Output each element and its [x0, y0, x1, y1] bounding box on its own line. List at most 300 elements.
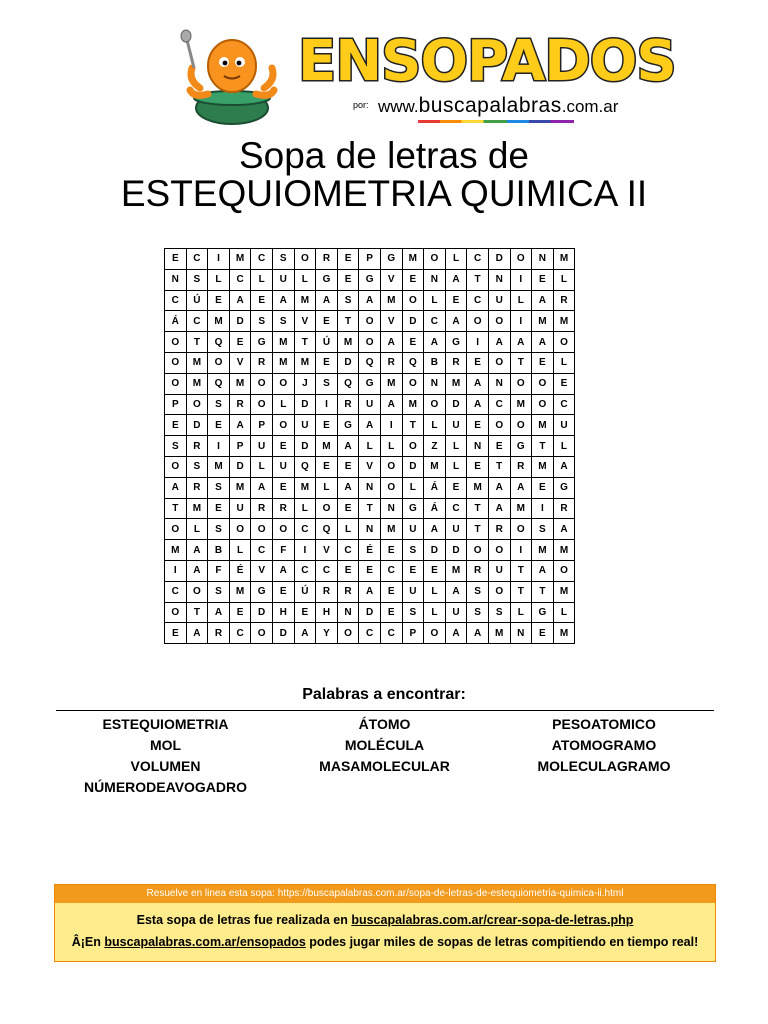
- grid-cell[interactable]: L: [380, 436, 402, 457]
- grid-cell[interactable]: A: [467, 623, 489, 644]
- grid-cell[interactable]: S: [251, 311, 273, 332]
- grid-cell[interactable]: A: [186, 540, 208, 561]
- grid-cell[interactable]: A: [229, 415, 251, 436]
- grid-cell[interactable]: O: [251, 623, 273, 644]
- grid-cell[interactable]: D: [251, 602, 273, 623]
- grid-cell[interactable]: O: [488, 581, 510, 602]
- grid-cell[interactable]: S: [208, 477, 230, 498]
- grid-cell[interactable]: É: [359, 540, 381, 561]
- grid-cell[interactable]: O: [316, 498, 338, 519]
- grid-cell[interactable]: N: [488, 373, 510, 394]
- grid-cell[interactable]: D: [229, 456, 251, 477]
- grid-cell[interactable]: C: [294, 519, 316, 540]
- grid-cell[interactable]: E: [337, 456, 359, 477]
- grid-cell[interactable]: A: [532, 332, 554, 353]
- grid-cell[interactable]: U: [359, 394, 381, 415]
- grid-cell[interactable]: R: [488, 519, 510, 540]
- grid-cell[interactable]: U: [445, 602, 467, 623]
- grid-cell[interactable]: Q: [208, 332, 230, 353]
- grid-cell[interactable]: A: [380, 332, 402, 353]
- grid-cell[interactable]: M: [488, 623, 510, 644]
- grid-cell[interactable]: A: [532, 290, 554, 311]
- grid-cell[interactable]: E: [402, 560, 424, 581]
- grid-cell[interactable]: A: [337, 477, 359, 498]
- grid-cell[interactable]: E: [316, 311, 338, 332]
- grid-cell[interactable]: D: [424, 540, 446, 561]
- grid-cell[interactable]: O: [488, 540, 510, 561]
- grid-cell[interactable]: A: [359, 290, 381, 311]
- grid-cell[interactable]: Q: [208, 373, 230, 394]
- grid-cell[interactable]: E: [467, 352, 489, 373]
- grid-cell[interactable]: S: [272, 249, 294, 270]
- grid-cell[interactable]: E: [208, 290, 230, 311]
- grid-cell[interactable]: E: [380, 602, 402, 623]
- grid-cell[interactable]: E: [402, 332, 424, 353]
- grid-cell[interactable]: S: [467, 602, 489, 623]
- grid-cell[interactable]: N: [532, 249, 554, 270]
- grid-cell[interactable]: L: [424, 581, 446, 602]
- grid-cell[interactable]: V: [251, 560, 273, 581]
- grid-cell[interactable]: M: [380, 519, 402, 540]
- grid-cell[interactable]: O: [165, 352, 187, 373]
- grid-cell[interactable]: Y: [316, 623, 338, 644]
- grid-cell[interactable]: Q: [359, 352, 381, 373]
- grid-cell[interactable]: L: [445, 456, 467, 477]
- grid-cell[interactable]: E: [337, 249, 359, 270]
- grid-cell[interactable]: O: [272, 415, 294, 436]
- grid-cell[interactable]: Á: [165, 311, 187, 332]
- grid-cell[interactable]: U: [272, 456, 294, 477]
- grid-cell[interactable]: A: [208, 602, 230, 623]
- grid-cell[interactable]: M: [186, 373, 208, 394]
- grid-cell[interactable]: Ú: [316, 332, 338, 353]
- grid-cell[interactable]: E: [294, 602, 316, 623]
- grid-cell[interactable]: U: [553, 415, 575, 436]
- grid-cell[interactable]: I: [380, 415, 402, 436]
- grid-cell[interactable]: O: [165, 332, 187, 353]
- grid-cell[interactable]: O: [186, 394, 208, 415]
- grid-cell[interactable]: E: [272, 436, 294, 457]
- grid-cell[interactable]: C: [553, 394, 575, 415]
- grid-cell[interactable]: M: [229, 477, 251, 498]
- grid-cell[interactable]: L: [424, 415, 446, 436]
- grid-cell[interactable]: M: [553, 540, 575, 561]
- grid-cell[interactable]: R: [316, 249, 338, 270]
- grid-cell[interactable]: E: [467, 456, 489, 477]
- grid-cell[interactable]: Z: [424, 436, 446, 457]
- grid-cell[interactable]: A: [424, 332, 446, 353]
- grid-cell[interactable]: O: [208, 352, 230, 373]
- grid-cell[interactable]: M: [402, 394, 424, 415]
- grid-cell[interactable]: A: [272, 290, 294, 311]
- grid-cell[interactable]: Á: [424, 498, 446, 519]
- grid-cell[interactable]: A: [186, 623, 208, 644]
- grid-cell[interactable]: O: [467, 540, 489, 561]
- grid-cell[interactable]: S: [467, 581, 489, 602]
- grid-cell[interactable]: G: [316, 269, 338, 290]
- grid-cell[interactable]: E: [402, 269, 424, 290]
- grid-cell[interactable]: U: [402, 519, 424, 540]
- grid-cell[interactable]: L: [445, 436, 467, 457]
- grid-cell[interactable]: C: [488, 394, 510, 415]
- grid-cell[interactable]: O: [272, 373, 294, 394]
- grid-cell[interactable]: O: [424, 249, 446, 270]
- grid-cell[interactable]: E: [337, 560, 359, 581]
- grid-cell[interactable]: T: [467, 498, 489, 519]
- grid-cell[interactable]: T: [467, 269, 489, 290]
- grid-cell[interactable]: O: [532, 394, 554, 415]
- grid-cell[interactable]: M: [532, 415, 554, 436]
- grid-cell[interactable]: S: [488, 602, 510, 623]
- grid-cell[interactable]: E: [316, 352, 338, 373]
- grid-cell[interactable]: O: [553, 332, 575, 353]
- grid-cell[interactable]: L: [251, 456, 273, 477]
- grid-cell[interactable]: L: [359, 436, 381, 457]
- grid-cell[interactable]: M: [380, 290, 402, 311]
- grid-cell[interactable]: C: [165, 290, 187, 311]
- grid-cell[interactable]: I: [510, 540, 532, 561]
- grid-cell[interactable]: P: [402, 623, 424, 644]
- grid-cell[interactable]: I: [532, 498, 554, 519]
- grid-cell[interactable]: O: [186, 581, 208, 602]
- grid-cell[interactable]: D: [402, 456, 424, 477]
- grid-cell[interactable]: M: [229, 581, 251, 602]
- grid-cell[interactable]: U: [229, 498, 251, 519]
- grid-cell[interactable]: N: [337, 602, 359, 623]
- grid-cell[interactable]: M: [424, 456, 446, 477]
- grid-cell[interactable]: A: [359, 581, 381, 602]
- grid-cell[interactable]: L: [510, 602, 532, 623]
- grid-cell[interactable]: B: [208, 540, 230, 561]
- grid-cell[interactable]: F: [272, 540, 294, 561]
- grid-cell[interactable]: I: [165, 560, 187, 581]
- grid-cell[interactable]: S: [208, 581, 230, 602]
- grid-cell[interactable]: D: [294, 436, 316, 457]
- grid-cell[interactable]: E: [359, 560, 381, 581]
- grid-cell[interactable]: M: [208, 311, 230, 332]
- grid-cell[interactable]: O: [229, 519, 251, 540]
- grid-cell[interactable]: O: [510, 249, 532, 270]
- grid-cell[interactable]: Á: [424, 477, 446, 498]
- grid-cell[interactable]: N: [488, 269, 510, 290]
- grid-cell[interactable]: D: [294, 394, 316, 415]
- grid-cell[interactable]: C: [251, 249, 273, 270]
- grid-cell[interactable]: L: [445, 249, 467, 270]
- grid-cell[interactable]: V: [359, 456, 381, 477]
- grid-cell[interactable]: D: [359, 602, 381, 623]
- grid-cell[interactable]: A: [229, 290, 251, 311]
- grid-cell[interactable]: M: [294, 352, 316, 373]
- grid-cell[interactable]: G: [251, 332, 273, 353]
- grid-cell[interactable]: R: [186, 477, 208, 498]
- grid-cell[interactable]: A: [337, 436, 359, 457]
- grid-cell[interactable]: G: [445, 332, 467, 353]
- grid-cell[interactable]: E: [165, 249, 187, 270]
- grid-cell[interactable]: O: [510, 519, 532, 540]
- grid-cell[interactable]: C: [467, 249, 489, 270]
- grid-cell[interactable]: O: [380, 477, 402, 498]
- grid-cell[interactable]: R: [229, 394, 251, 415]
- grid-cell[interactable]: É: [229, 560, 251, 581]
- grid-cell[interactable]: G: [359, 269, 381, 290]
- grid-cell[interactable]: A: [294, 623, 316, 644]
- grid-cell[interactable]: O: [294, 249, 316, 270]
- grid-cell[interactable]: E: [467, 415, 489, 436]
- grid-cell[interactable]: A: [359, 415, 381, 436]
- grid-cell[interactable]: C: [294, 560, 316, 581]
- grid-cell[interactable]: O: [402, 290, 424, 311]
- grid-cell[interactable]: M: [294, 477, 316, 498]
- grid-cell[interactable]: N: [359, 519, 381, 540]
- logo[interactable]: [298, 29, 676, 130]
- grid-cell[interactable]: G: [251, 581, 273, 602]
- grid-cell[interactable]: E: [553, 373, 575, 394]
- grid-cell[interactable]: M: [229, 373, 251, 394]
- grid-cell[interactable]: S: [337, 290, 359, 311]
- grid-cell[interactable]: N: [359, 477, 381, 498]
- grid-cell[interactable]: M: [553, 249, 575, 270]
- grid-cell[interactable]: L: [229, 540, 251, 561]
- grid-cell[interactable]: I: [208, 249, 230, 270]
- grid-cell[interactable]: A: [553, 519, 575, 540]
- grid-cell[interactable]: D: [186, 415, 208, 436]
- grid-cell[interactable]: I: [467, 332, 489, 353]
- grid-cell[interactable]: G: [337, 415, 359, 436]
- grid-cell[interactable]: M: [532, 456, 554, 477]
- grid-cell[interactable]: M: [186, 498, 208, 519]
- grid-cell[interactable]: L: [272, 394, 294, 415]
- grid-cell[interactable]: O: [510, 373, 532, 394]
- grid-cell[interactable]: R: [208, 623, 230, 644]
- grid-cell[interactable]: M: [316, 436, 338, 457]
- grid-cell[interactable]: M: [272, 332, 294, 353]
- grid-cell[interactable]: M: [186, 352, 208, 373]
- grid-cell[interactable]: M: [380, 373, 402, 394]
- grid-cell[interactable]: O: [488, 311, 510, 332]
- grid-cell[interactable]: A: [186, 560, 208, 581]
- grid-cell[interactable]: L: [424, 602, 446, 623]
- grid-cell[interactable]: Ú: [186, 290, 208, 311]
- grid-cell[interactable]: E: [272, 477, 294, 498]
- grid-cell[interactable]: G: [532, 602, 554, 623]
- grid-cell[interactable]: E: [532, 477, 554, 498]
- grid-cell[interactable]: N: [165, 269, 187, 290]
- grid-cell[interactable]: E: [165, 623, 187, 644]
- grid-cell[interactable]: O: [402, 373, 424, 394]
- grid-cell[interactable]: R: [251, 352, 273, 373]
- grid-cell[interactable]: A: [316, 290, 338, 311]
- grid-cell[interactable]: L: [553, 352, 575, 373]
- grid-cell[interactable]: C: [229, 269, 251, 290]
- grid-cell[interactable]: L: [424, 290, 446, 311]
- grid-cell[interactable]: C: [165, 581, 187, 602]
- grid-cell[interactable]: I: [294, 540, 316, 561]
- grid-cell[interactable]: J: [294, 373, 316, 394]
- grid-cell[interactable]: L: [553, 269, 575, 290]
- grid-cell[interactable]: R: [337, 581, 359, 602]
- grid-cell[interactable]: R: [510, 456, 532, 477]
- grid-cell[interactable]: Ú: [294, 581, 316, 602]
- grid-cell[interactable]: E: [251, 290, 273, 311]
- grid-cell[interactable]: P: [165, 394, 187, 415]
- grid-cell[interactable]: H: [272, 602, 294, 623]
- grid-cell[interactable]: A: [532, 560, 554, 581]
- grid-cell[interactable]: T: [532, 436, 554, 457]
- grid-cell[interactable]: T: [488, 456, 510, 477]
- grid-cell[interactable]: G: [402, 498, 424, 519]
- grid-cell[interactable]: A: [445, 269, 467, 290]
- grid-cell[interactable]: A: [510, 332, 532, 353]
- grid-cell[interactable]: A: [165, 477, 187, 498]
- grid-cell[interactable]: N: [467, 436, 489, 457]
- grid-cell[interactable]: D: [229, 311, 251, 332]
- grid-cell[interactable]: C: [337, 540, 359, 561]
- grid-cell[interactable]: S: [402, 540, 424, 561]
- grid-cell[interactable]: C: [359, 623, 381, 644]
- grid-cell[interactable]: E: [316, 456, 338, 477]
- grid-cell[interactable]: M: [337, 332, 359, 353]
- grid-cell[interactable]: O: [165, 456, 187, 477]
- grid-cell[interactable]: R: [467, 560, 489, 581]
- grid-cell[interactable]: R: [251, 498, 273, 519]
- grid-cell[interactable]: O: [467, 311, 489, 332]
- grid-cell[interactable]: O: [337, 623, 359, 644]
- grid-cell[interactable]: E: [165, 415, 187, 436]
- grid-cell[interactable]: O: [165, 519, 187, 540]
- grid-cell[interactable]: M: [553, 581, 575, 602]
- grid-cell[interactable]: T: [402, 415, 424, 436]
- grid-cell[interactable]: E: [380, 581, 402, 602]
- grid-cell[interactable]: U: [488, 560, 510, 581]
- grid-cell[interactable]: S: [316, 373, 338, 394]
- grid-cell[interactable]: R: [337, 394, 359, 415]
- grid-cell[interactable]: T: [186, 602, 208, 623]
- grid-cell[interactable]: M: [445, 373, 467, 394]
- grid-cell[interactable]: S: [186, 456, 208, 477]
- grid-cell[interactable]: E: [208, 415, 230, 436]
- grid-cell[interactable]: M: [208, 456, 230, 477]
- grid-cell[interactable]: Q: [402, 352, 424, 373]
- grid-cell[interactable]: A: [251, 477, 273, 498]
- grid-cell[interactable]: M: [553, 311, 575, 332]
- grid-cell[interactable]: T: [510, 581, 532, 602]
- grid-cell[interactable]: E: [445, 477, 467, 498]
- grid-cell[interactable]: T: [186, 332, 208, 353]
- grid-cell[interactable]: A: [424, 519, 446, 540]
- grid-cell[interactable]: L: [402, 477, 424, 498]
- grid-cell[interactable]: E: [208, 498, 230, 519]
- grid-cell[interactable]: U: [272, 269, 294, 290]
- grid-cell[interactable]: N: [380, 498, 402, 519]
- grid-cell[interactable]: E: [532, 623, 554, 644]
- grid-cell[interactable]: O: [553, 560, 575, 581]
- grid-cell[interactable]: U: [445, 415, 467, 436]
- grid-cell[interactable]: S: [186, 269, 208, 290]
- grid-cell[interactable]: Q: [316, 519, 338, 540]
- grid-cell[interactable]: O: [165, 602, 187, 623]
- grid-cell[interactable]: L: [337, 519, 359, 540]
- grid-cell[interactable]: Q: [337, 373, 359, 394]
- grid-cell[interactable]: A: [488, 477, 510, 498]
- grid-cell[interactable]: M: [229, 249, 251, 270]
- grid-cell[interactable]: R: [553, 498, 575, 519]
- grid-cell[interactable]: L: [251, 269, 273, 290]
- grid-cell[interactable]: O: [488, 415, 510, 436]
- grid-cell[interactable]: M: [467, 477, 489, 498]
- grid-cell[interactable]: B: [424, 352, 446, 373]
- grid-cell[interactable]: U: [294, 415, 316, 436]
- grid-cell[interactable]: S: [208, 519, 230, 540]
- grid-cell[interactable]: P: [359, 249, 381, 270]
- grid-cell[interactable]: L: [510, 290, 532, 311]
- grid-cell[interactable]: M: [532, 311, 554, 332]
- grid-cell[interactable]: R: [380, 352, 402, 373]
- grid-cell[interactable]: C: [445, 498, 467, 519]
- grid-cell[interactable]: M: [272, 352, 294, 373]
- create-puzzle-link[interactable]: buscapalabras.com.ar/crear-sopa-de-letras.php: [351, 913, 634, 927]
- grid-cell[interactable]: L: [553, 436, 575, 457]
- grid-cell[interactable]: C: [424, 311, 446, 332]
- grid-cell[interactable]: E: [272, 581, 294, 602]
- grid-cell[interactable]: M: [445, 560, 467, 581]
- grid-cell[interactable]: D: [272, 623, 294, 644]
- grid-cell[interactable]: P: [229, 436, 251, 457]
- grid-cell[interactable]: E: [316, 415, 338, 436]
- grid-cell[interactable]: A: [510, 477, 532, 498]
- grid-cell[interactable]: L: [316, 477, 338, 498]
- ensopados-link[interactable]: buscapalabras.com.ar/ensopados: [104, 935, 306, 949]
- grid-cell[interactable]: V: [294, 311, 316, 332]
- grid-cell[interactable]: S: [532, 519, 554, 540]
- grid-cell[interactable]: Q: [294, 456, 316, 477]
- grid-cell[interactable]: M: [294, 290, 316, 311]
- grid-cell[interactable]: M: [510, 498, 532, 519]
- grid-cell[interactable]: M: [553, 623, 575, 644]
- grid-cell[interactable]: N: [424, 269, 446, 290]
- grid-cell[interactable]: A: [467, 394, 489, 415]
- grid-cell[interactable]: E: [445, 290, 467, 311]
- grid-cell[interactable]: C: [251, 540, 273, 561]
- grid-cell[interactable]: M: [532, 540, 554, 561]
- grid-cell[interactable]: E: [532, 352, 554, 373]
- grid-cell[interactable]: A: [380, 394, 402, 415]
- grid-cell[interactable]: D: [337, 352, 359, 373]
- grid-cell[interactable]: O: [532, 373, 554, 394]
- grid-cell[interactable]: V: [316, 540, 338, 561]
- grid-cell[interactable]: E: [488, 436, 510, 457]
- grid-cell[interactable]: O: [272, 519, 294, 540]
- grid-cell[interactable]: O: [251, 394, 273, 415]
- grid-cell[interactable]: C: [467, 290, 489, 311]
- grid-cell[interactable]: N: [424, 373, 446, 394]
- grid-cell[interactable]: P: [251, 415, 273, 436]
- grid-cell[interactable]: G: [553, 477, 575, 498]
- grid-cell[interactable]: N: [510, 623, 532, 644]
- grid-cell[interactable]: T: [510, 560, 532, 581]
- grid-cell[interactable]: E: [337, 269, 359, 290]
- grid-cell[interactable]: O: [488, 352, 510, 373]
- grid-cell[interactable]: E: [229, 332, 251, 353]
- grid-cell[interactable]: C: [316, 560, 338, 581]
- grid-cell[interactable]: A: [553, 456, 575, 477]
- grid-cell[interactable]: C: [380, 623, 402, 644]
- grid-cell[interactable]: H: [316, 602, 338, 623]
- grid-cell[interactable]: T: [467, 519, 489, 540]
- grid-cell[interactable]: D: [488, 249, 510, 270]
- footer-solve-online-link[interactable]: Resuelve en linea esta sopa: https://buscapalabras.com.ar/sopa-de-letras-de-estequiometria-quimica-ii.html: [55, 885, 715, 903]
- grid-cell[interactable]: O: [510, 415, 532, 436]
- grid-cell[interactable]: O: [424, 623, 446, 644]
